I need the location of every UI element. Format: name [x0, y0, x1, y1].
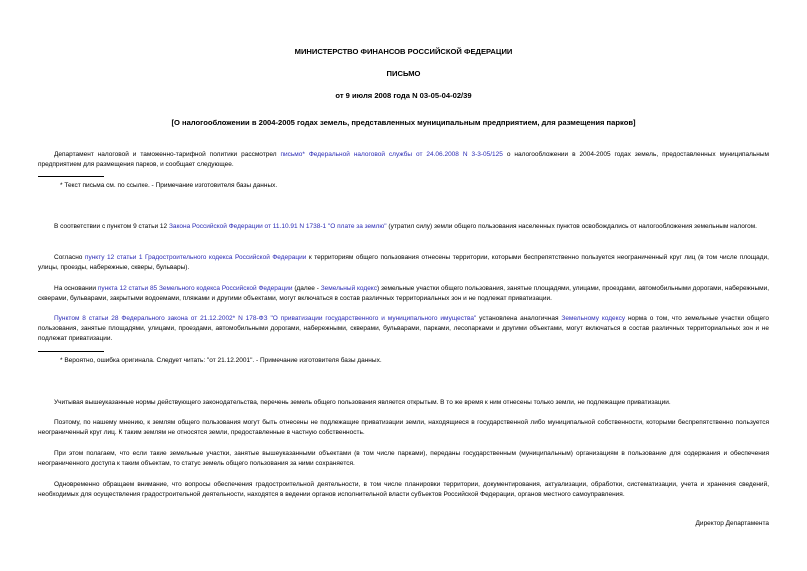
- document-type-heading: ПИСЬМО: [386, 69, 421, 78]
- ministry-heading: МИНИСТЕРСТВО ФИНАНСОВ РОССИЙСКОЙ ФЕДЕРАЦИИ: [294, 47, 513, 56]
- paragraph-3-text-b: к территориям общего пользования отнесены территории, которыми беспрепятственно пользуется неограниченный круг лиц (в том числе площади, улицы, проезды, набережные, скверы, бульвары).: [38, 254, 769, 271]
- link-urban-planning-code[interactable]: пункту 12 статьи 1 Градостроительного кодекса Российской Федерации: [84, 254, 307, 261]
- paragraph-1-text-b: о налогообложении в 2004-2005 годах земель, предоставленных муниципальным предприятием для размещения парков, и сообщает следующее.: [38, 151, 770, 168]
- paragraph-9: [38, 480, 769, 500]
- link-land-code-article-85[interactable]: пункта 12 статьи 85 Земельного кодекса Российской Федерации: [97, 285, 293, 292]
- paragraph-5: [38, 314, 769, 344]
- paragraph-5-text-a: установлена аналогичная: [476, 315, 562, 322]
- paragraph-7: [38, 418, 769, 438]
- document-subject: [О налогообложении в 2004-2005 годах земель, представленных муниципальным предприятием, для размещения парков]: [171, 118, 636, 127]
- paragraph-3: [38, 253, 769, 273]
- link-privatization-law[interactable]: Пунктом 8 статьи 28 Федерального закона от 21.12.2002* N 178-ФЗ "О приватизации государственного и муниципального имущества": [54, 315, 477, 322]
- paragraph-9-text: Одновременно обращаем внимание, что вопросы обеспечения градостроительной деятельности, в том числе планировки территории, документирования, актуализации, обработки, систематизации, учета и хранения сведений, необходимых для осуществления градостроительной деятельности, находятся в ведении органов исполнительной власти субъектов Российской Федерации, органов местного самоуправления.: [38, 481, 769, 498]
- footnote-divider-2: [38, 351, 104, 352]
- paragraph-2-text-a: В соответствии с пунктом 9 статьи 12: [54, 223, 169, 230]
- link-land-code[interactable]: Земельный кодекс: [320, 285, 377, 292]
- footnote-divider-1: [38, 176, 104, 177]
- document-date-number: от 9 июля 2008 года N 03-05-04-02/39: [335, 91, 472, 100]
- paragraph-4-text-c: ) земельные участки общего пользования, занятые площадями, улицами, проездами, автомобильными дорогами, набережными, скверами, бульварами, закрытыми водоемами, пляжами и другими объектами, могут включаться в состав различных территориальных зон и не подлежат приватизации.: [38, 285, 770, 302]
- paragraph-1-text-a: Департамент налоговой и таможенно-тарифной политики рассмотрел: [54, 151, 281, 158]
- paragraph-3-text-a: Согласно: [54, 254, 85, 261]
- footnote-2: * Вероятно, ошибка оригинала. Следует читать: "от 21.12.2001". - Примечание изготовителя базы данных.: [60, 357, 382, 364]
- paragraph-1: [38, 150, 769, 170]
- link-land-payment-law[interactable]: Закона Российской Федерации от 11.10.91 N 1738-1 "О плате за землю": [168, 223, 387, 230]
- paragraph-5-text-b: норма о том, что земельные участки общего пользования, занятые площадями, улицами, проездами, автомобильными дорогами, набережными, скверами, бульварами, парками, лесопарками и другими объектами, могут включаться в состав различных территориальных зон и не подлежат приватизации.: [38, 315, 769, 342]
- link-land-code-2[interactable]: Земельному кодексу: [561, 315, 626, 322]
- paragraph-4-text-b: (далее -: [292, 285, 321, 292]
- link-fns-letter[interactable]: письмо* Федеральной налоговой службы от 24.06.2008 N 3-3-05/125: [280, 151, 503, 158]
- paragraph-8: [38, 449, 769, 469]
- paragraph-4-text-a: На основании: [54, 285, 98, 292]
- paragraph-8-text: При этом полагаем, что если такие земельные участки, занятые вышеуказанными объектами (в том числе парками), переданы государственным (муниципальным) организациям в пользование для содержания и обеспечения неограниченного доступа к таким объектам, то статус земель общего пользования за ними сохраняется.: [38, 450, 769, 467]
- footnote-1: * Текст письма см. по ссылке. - Примечание изготовителя базы данных.: [60, 182, 278, 189]
- paragraph-2-text-b: (утратил силу) земли общего пользования населенных пунктов освобождались от налогообложения земельным налогом.: [386, 223, 757, 230]
- paragraph-4: [38, 284, 769, 304]
- paragraph-2: [38, 222, 769, 232]
- paragraph-6-text: Учитывая вышеуказанные нормы действующего законодательства, перечень земель общего пользования является открытым. В то же время к ним отнесены только земли, не подлежащие приватизации.: [54, 399, 671, 406]
- signature-line: Директор Департамента: [695, 520, 769, 527]
- paragraph-6: [38, 398, 769, 408]
- paragraph-7-text: Поэтому, по нашему мнению, к землям общего пользования могут быть отнесены не подлежащие приватизации земли, находящиеся в государственной либо муниципальной собственности, которыми беспрепятственно пользуется неограниченный круг лиц. К таким землям не относятся земли, предоставленные в частную собственность.: [38, 419, 769, 436]
